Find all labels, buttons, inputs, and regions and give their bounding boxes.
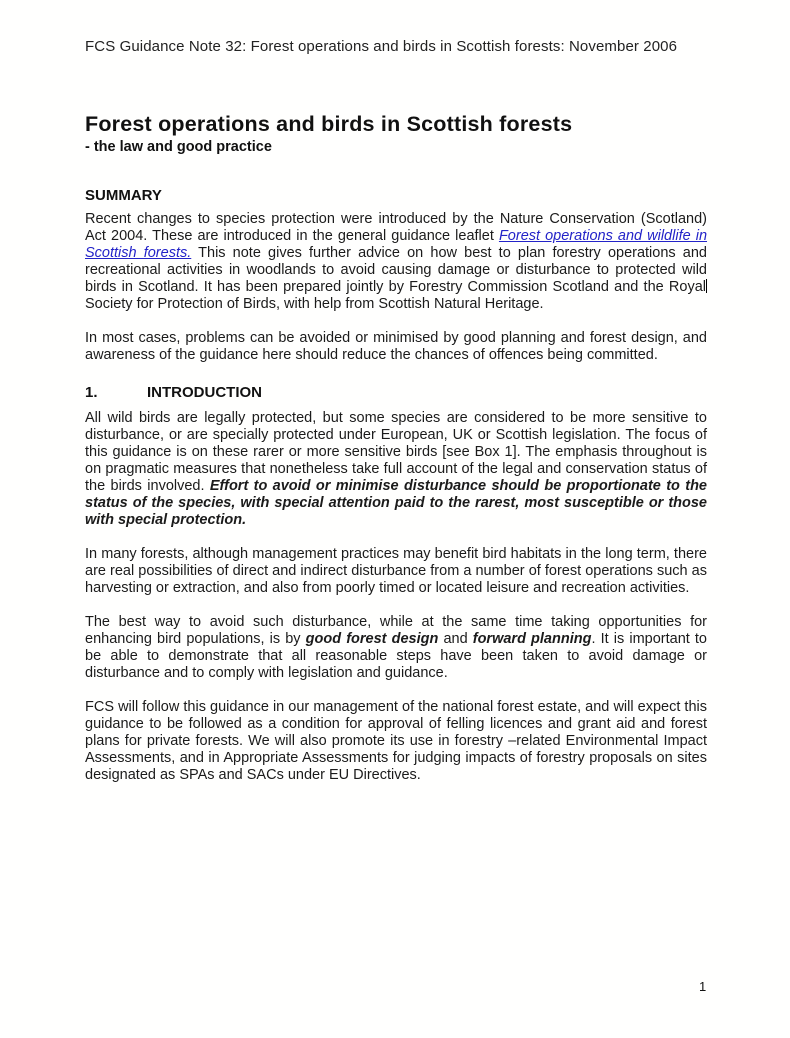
text-caret — [706, 279, 707, 293]
intro-p3-text-2: and — [438, 631, 473, 647]
introduction-heading — [85, 384, 707, 401]
intro-p1-text: All wild birds are legally protected, but some species are considered to be more sensitive to disturbance, or are specially protected under European, UK or Scottish legislation. The focus of this guidance is on these rarer or more sensitive birds [see Box 1]. The emphasis throughout is on pragmatic measures that nonetheless take full account of the legal and conservation status of the birds involved. — [85, 410, 707, 494]
section-title: INTRODUCTION — [147, 384, 262, 401]
summary-text-after-link-1: This note gives further advice on how best to plan forestry operations and recreational activities in woodlands to avoid causing damage or disturbance to protected wild birds in Scotland. It has been prepared jointly by Forestry Commission Scotland and the Royal — [85, 245, 707, 295]
intro-paragraph-2: In many forests, although management practices may benefit bird habitats in the long term, there are real possibilities of direct and indirect disturbance from a number of forest operations such as harvesting or extraction, and also from poorly timed or located leisure and recreation activities. — [85, 546, 707, 596]
running-header: FCS Guidance Note 32: Forest operations and birds in Scottish forests: November 2006 — [85, 38, 678, 55]
page-number: 1 — [699, 979, 707, 994]
document-subtitle: - the law and good practice — [85, 139, 272, 155]
summary-paragraph-1 — [85, 211, 707, 313]
intro-p1-emphasis: Effort to avoid or minimise disturbance should be proportionate to the status of the species, with special attention paid to the rarest, most susceptible or those with special protection. — [85, 478, 707, 528]
intro-p3-text-1: The best way to avoid such disturbance, while at the same time taking opportunities for enhancing bird populations, is by — [85, 614, 707, 647]
intro-p3-emphasis-2: forward planning — [472, 631, 592, 647]
section-number: 1. — [85, 384, 98, 401]
summary-heading: SUMMARY — [85, 187, 162, 204]
summary-text-after-link-2: Society for Protection of Birds, with help from Scottish Natural Heritage. — [85, 296, 544, 312]
summary-paragraph-2: In most cases, problems can be avoided or minimised by good planning and forest design, and awareness of the guidance here should reduce the chances of offences being committed. — [85, 330, 707, 363]
summary-text-before-link: Recent changes to species protection were introduced by the Nature Conservation (Scotland) Act 2004. These are introduced in the general guidance leaflet — [85, 211, 707, 244]
intro-p3-text-3: . It is important to be able to demonstrate that all reasonable steps have been taken to avoid damage or disturbance and to comply with legislation and guidance. — [85, 631, 707, 681]
intro-paragraph-1 — [85, 410, 707, 529]
wildlife-guidance-link[interactable]: Forest operations and wildlife in Scottish forests. — [85, 228, 708, 261]
intro-p3-emphasis-1: good forest design — [305, 631, 439, 647]
document-title: Forest operations and birds in Scottish forests — [85, 112, 573, 136]
intro-paragraph-3 — [85, 614, 707, 682]
intro-paragraph-4: FCS will follow this guidance in our management of the national forest estate, and will expect this guidance to be followed as a condition for approval of felling licences and grant aid and forest plans for private forests. We will also promote its use in forestry –related Environmental Impact Assessments, and in Appropriate Assessments for judging impacts of forestry proposals on sites designated as SPAs and SACs under EU Directives. — [85, 699, 707, 783]
